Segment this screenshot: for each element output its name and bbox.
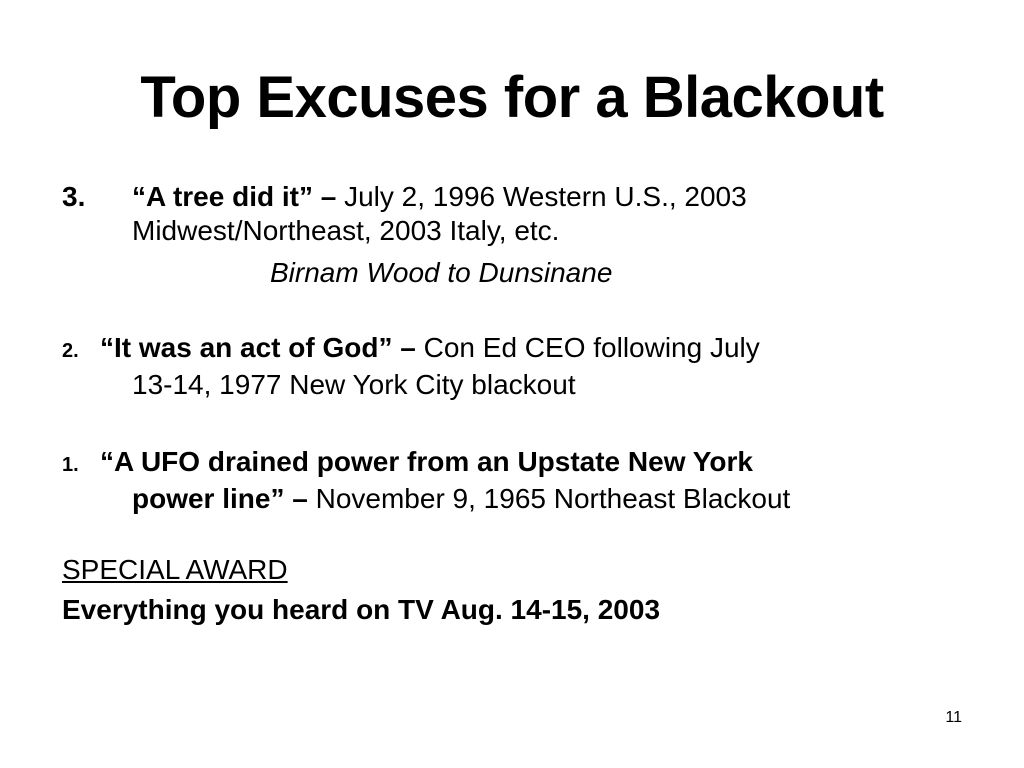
special-award-heading: SPECIAL AWARD bbox=[62, 554, 288, 585]
item-citation: Birnam Wood to Dunsinane bbox=[270, 257, 613, 288]
page-number: 11 bbox=[945, 709, 962, 726]
item-text-continued: 13-14, 1977 New York City blackout bbox=[132, 369, 576, 400]
item-text: Con Ed CEO following July bbox=[415, 332, 760, 363]
item-number: 3. bbox=[62, 181, 86, 212]
special-award-text: Everything you heard on TV Aug. 14-15, 2003 bbox=[62, 594, 661, 625]
item-quote-continued: power line” – bbox=[132, 483, 308, 514]
list-item-3 bbox=[62, 180, 962, 248]
item-quote: “A tree did it” – bbox=[132, 181, 337, 212]
item-number: 1. bbox=[62, 454, 79, 476]
list-item-2 bbox=[62, 331, 962, 402]
item-number: 2. bbox=[62, 340, 79, 362]
list-item-1 bbox=[62, 445, 962, 516]
item-text-continued: Midwest/Northeast, 2003 Italy, etc. bbox=[132, 215, 560, 246]
item-text: November 9, 1965 Northeast Blackout bbox=[307, 483, 791, 514]
slide-title: Top Excuses for a Blackout bbox=[140, 65, 884, 130]
item-quote: “A UFO drained power from an Upstate New York bbox=[100, 446, 753, 477]
item-quote: “It was an act of God” – bbox=[100, 332, 416, 363]
item-text: July 2, 1996 Western U.S., 2003 bbox=[336, 181, 747, 212]
